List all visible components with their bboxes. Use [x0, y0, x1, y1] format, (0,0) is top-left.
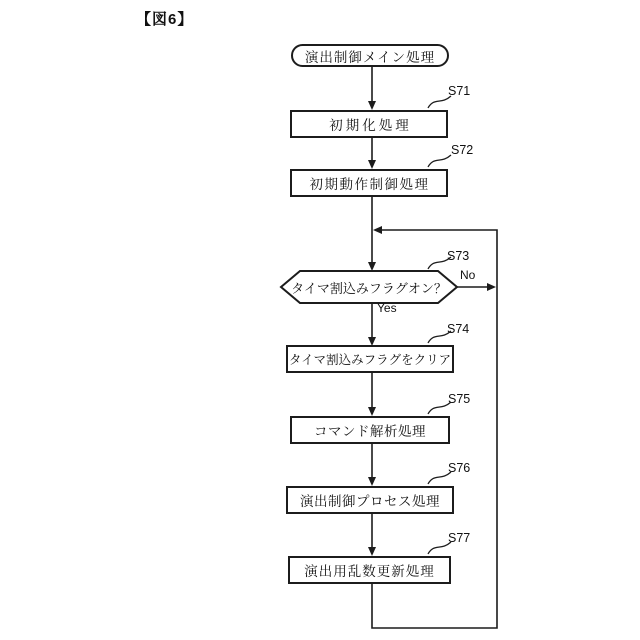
arrowhead-down-icon: [368, 547, 376, 556]
start-terminal-label: 演出制御メイン処理: [304, 49, 436, 65]
process-label: 演出用乱数更新処理: [304, 564, 435, 579]
step-id-label-s72: S72: [451, 143, 474, 157]
arrowhead-down-icon: [368, 407, 376, 416]
process-label: 初期化処理: [329, 118, 412, 133]
step-id-label-s74: S74: [447, 322, 470, 336]
process-box-s77: [288, 556, 451, 584]
step-id-label-s76: S76: [448, 461, 471, 475]
arrowhead-left-icon: [373, 226, 382, 234]
arrowhead-down-icon: [368, 160, 376, 169]
step-id-label-s75: S75: [448, 392, 471, 406]
process-label: 初期動作制御処理: [309, 177, 430, 192]
leader-squiggle-s72: [428, 155, 451, 167]
process-label: タイマ割込みフラグをクリア: [288, 353, 452, 367]
process-label: 演出制御プロセス処理: [300, 494, 440, 509]
step-id-label-s73: S73: [447, 249, 470, 263]
process-label: コマンド解析処理: [314, 424, 426, 439]
arrowhead-down-icon: [368, 477, 376, 486]
decision-label: タイマ割込みフラグオン？: [291, 280, 447, 296]
figure-title: 【図6】: [136, 11, 194, 28]
process-box-s72: [290, 169, 448, 197]
arrowhead-right-icon: [487, 283, 496, 291]
arrowhead-down-icon: [368, 262, 376, 271]
decision-node-s73: [281, 271, 457, 303]
arrowhead-down-icon: [368, 101, 376, 110]
step-id-label-s71: S71: [448, 84, 471, 98]
start-terminal: [291, 44, 449, 67]
process-box-s74: [286, 345, 454, 373]
step-id-label-s77: S77: [448, 531, 471, 545]
branch-label-yes: Yes: [377, 301, 397, 315]
process-box-s71: [290, 110, 448, 138]
process-box-s76: [286, 486, 454, 514]
process-box-s75: [290, 416, 450, 444]
branch-label-no: No: [460, 268, 476, 282]
